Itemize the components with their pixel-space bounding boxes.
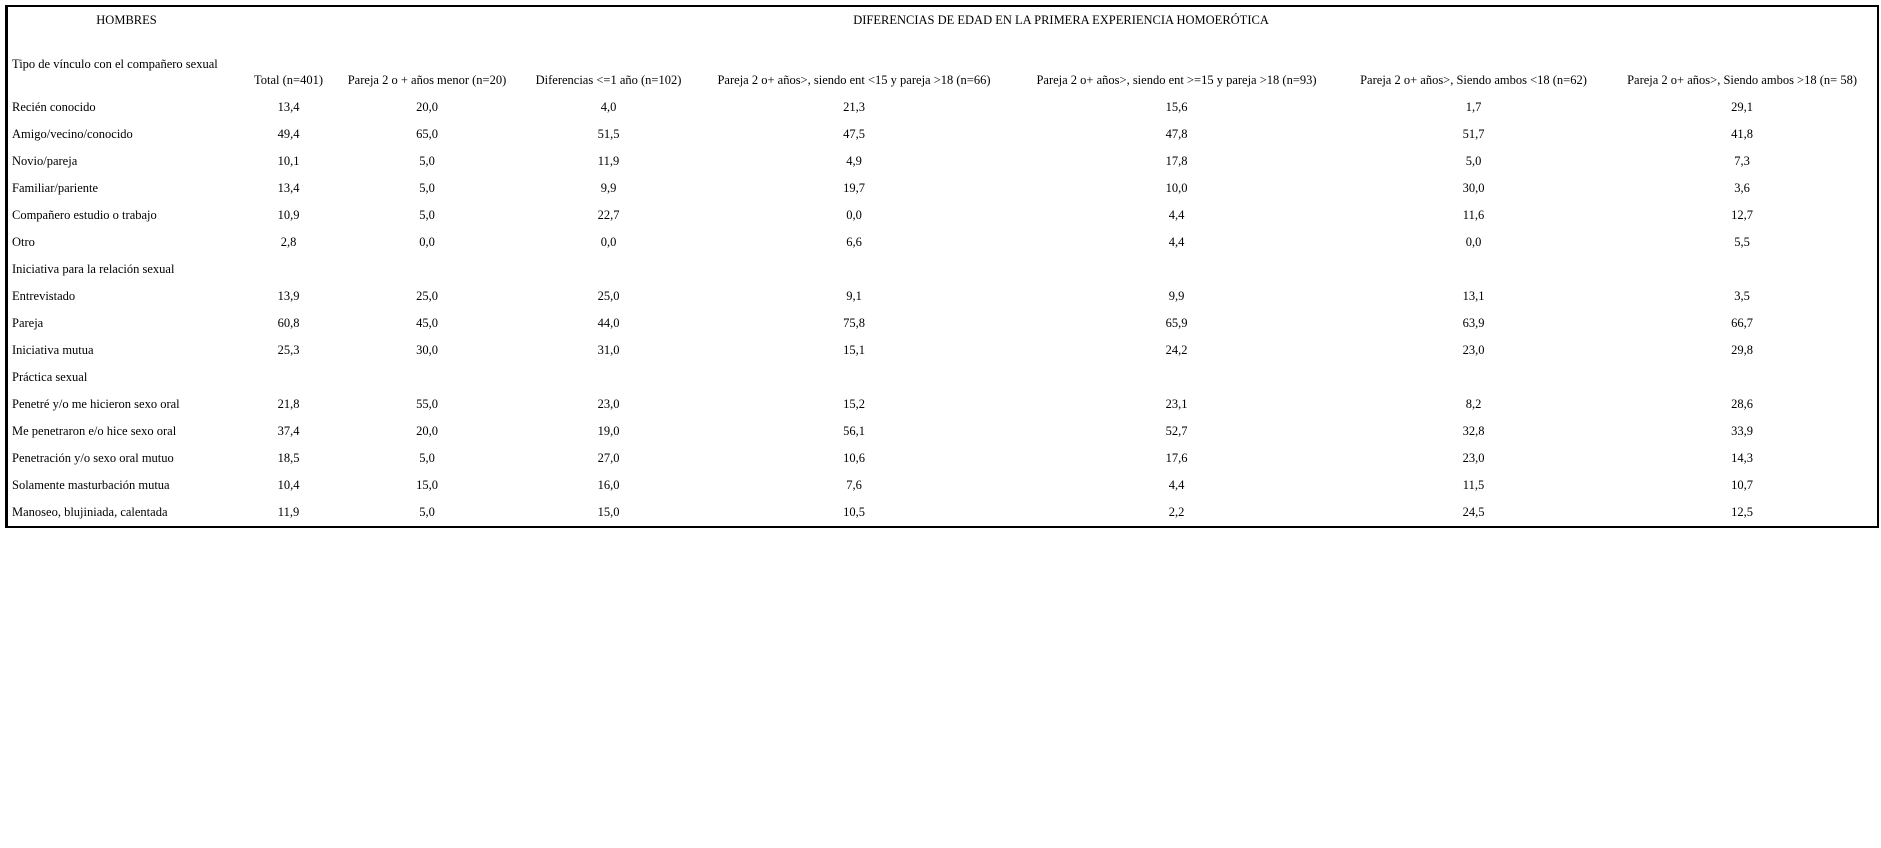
table-cell: 66,7 (1731, 316, 1753, 330)
table-cell: 47,8 (1165, 127, 1188, 141)
table-cell: 65,0 (416, 127, 438, 141)
table-cell: 4,4 (1168, 235, 1185, 249)
table-cell: 5,0 (419, 181, 435, 195)
table-cell: 2,8 (280, 235, 297, 249)
table-cell: 2,2 (1168, 505, 1185, 519)
table-cell: 9,9 (1168, 289, 1185, 303)
table-cell: 20,0 (416, 100, 438, 114)
table-cell: 15,2 (843, 397, 865, 411)
row-label: Práctica sexual (5, 364, 245, 391)
column-header: Total (n=401) (253, 73, 323, 87)
table-row (5, 175, 1877, 202)
table-cell: 4,9 (846, 154, 862, 168)
table-cell (332, 364, 522, 391)
table-cell (1340, 364, 1607, 391)
table-cell: 10,4 (277, 478, 300, 492)
row-label: Recién conocido (5, 94, 245, 121)
table-cell (522, 256, 695, 283)
row-label: Penetración y/o sexo oral mutuo (5, 445, 245, 472)
table-cell: 27,0 (597, 451, 620, 465)
table-cell: 37,4 (277, 424, 300, 438)
table-cell: 10,7 (1731, 478, 1753, 492)
table-cell: 23,0 (1462, 451, 1485, 465)
table-cell: 12,7 (1731, 208, 1753, 222)
age-difference-table (5, 5, 1879, 528)
table-cell: 47,5 (843, 127, 865, 141)
row-label: Penetré y/o me hicieron sexo oral (5, 391, 245, 418)
row-label: Novio/pareja (5, 148, 245, 175)
table-cell: 5,0 (419, 505, 435, 519)
table-cell: 10,1 (277, 154, 300, 168)
table-row (5, 256, 1877, 283)
column-header: Pareja 2 o + años menor (n=20) (347, 73, 507, 87)
header-row-top (5, 7, 1877, 34)
table-cell: 75,8 (843, 316, 865, 330)
table-cell (695, 364, 1013, 391)
table-cell: 7,3 (1734, 154, 1750, 168)
table-cell: 30,0 (1462, 181, 1485, 195)
table-cell: 17,8 (1165, 154, 1188, 168)
table-cell: 13,9 (277, 289, 300, 303)
table-cell: 6,6 (846, 235, 862, 249)
row-label: Amigo/vecino/conocido (5, 121, 245, 148)
row-label: Me penetraron e/o hice sexo oral (5, 418, 245, 445)
table-cell: 16,0 (597, 478, 620, 492)
table-cell: 60,8 (277, 316, 300, 330)
table-cell: 1,7 (1465, 100, 1482, 114)
row-label: Iniciativa para la relación sexual (5, 256, 245, 283)
table-cell: 5,0 (419, 154, 435, 168)
table-cell: 5,5 (1734, 235, 1750, 249)
table-row (5, 445, 1877, 472)
table-row (5, 202, 1877, 229)
table-cell: 24,2 (1165, 343, 1188, 357)
table-cell: 56,1 (843, 424, 865, 438)
column-header: Pareja 2 o+ años>, Siendo ambos <18 (n=62) (1360, 73, 1587, 87)
table-row (5, 472, 1877, 499)
table-cell (695, 256, 1013, 283)
table-cell: 8,2 (1465, 397, 1482, 411)
table-cell: 4,0 (600, 100, 617, 114)
table-cell (1013, 256, 1340, 283)
table-cell (1607, 364, 1877, 391)
table-row (5, 364, 1877, 391)
table-cell: 10,6 (843, 451, 865, 465)
table-cell: 45,0 (416, 316, 438, 330)
table-cell: 18,5 (277, 451, 300, 465)
table-cell: 65,9 (1165, 316, 1188, 330)
table-cell: 11,9 (277, 505, 300, 519)
table-cell: 30,0 (416, 343, 438, 357)
table-row (5, 499, 1877, 526)
table-cell: 10,9 (277, 208, 300, 222)
table-cell (332, 256, 522, 283)
table-cell: 55,0 (416, 397, 438, 411)
row-label: Solamente masturbación mutua (5, 472, 245, 499)
table-cell: 11,5 (1462, 478, 1485, 492)
table-cell: 15,1 (843, 343, 865, 357)
table-cell: 19,7 (843, 181, 865, 195)
table-cell: 15,0 (597, 505, 620, 519)
table-cell: 0,0 (600, 235, 617, 249)
table-cell: 10,0 (1165, 181, 1188, 195)
table-cell: 44,0 (597, 316, 620, 330)
table-cell: 19,0 (597, 424, 620, 438)
table-row (5, 121, 1877, 148)
table-row (5, 418, 1877, 445)
table-cell: 13,4 (277, 181, 300, 195)
table-cell: 25,0 (597, 289, 620, 303)
corner-header: HOMBRES (5, 7, 245, 34)
table-cell: 5,0 (1465, 154, 1482, 168)
table-cell: 17,6 (1165, 451, 1188, 465)
row-label: Pareja (5, 310, 245, 337)
first-column-header: Tipo de vínculo con el compañero sexual (5, 34, 245, 94)
table-cell: 22,7 (597, 208, 620, 222)
table-cell: 23,0 (597, 397, 620, 411)
table-cell: 33,9 (1731, 424, 1753, 438)
row-label: Otro (5, 229, 245, 256)
table-cell: 11,6 (1462, 208, 1485, 222)
table-cell: 31,0 (597, 343, 620, 357)
table-cell: 3,6 (1734, 181, 1750, 195)
group-header: DIFERENCIAS DE EDAD EN LA PRIMERA EXPERIENCIA HOMOERÓTICA (853, 13, 1269, 27)
table-cell: 7,6 (846, 478, 862, 492)
table-row (5, 283, 1877, 310)
table-cell: 52,7 (1165, 424, 1188, 438)
table-cell: 11,9 (597, 154, 620, 168)
table-row (5, 94, 1877, 121)
table-cell: 10,5 (843, 505, 865, 519)
row-label: Familiar/pariente (5, 175, 245, 202)
table-cell: 15,0 (416, 478, 438, 492)
table-cell (245, 256, 332, 283)
row-label: Compañero estudio o trabajo (5, 202, 245, 229)
table-cell: 63,9 (1462, 316, 1485, 330)
table-cell: 9,1 (846, 289, 862, 303)
column-header: Diferencias <=1 año (n=102) (535, 73, 682, 87)
column-header: Pareja 2 o+ años>, Siendo ambos >18 (n= 58) (1627, 73, 1857, 87)
table-row (5, 391, 1877, 418)
table-row (5, 337, 1877, 364)
table-cell: 41,8 (1731, 127, 1753, 141)
table-cell: 28,6 (1731, 397, 1753, 411)
table-cell: 0,0 (1465, 235, 1482, 249)
table-cell: 15,6 (1165, 100, 1188, 114)
table-cell (1607, 256, 1877, 283)
header-row-columns (5, 34, 1877, 94)
table-cell: 20,0 (416, 424, 438, 438)
column-header: Pareja 2 o+ años>, siendo ent >=15 y pareja >18 (n=93) (1036, 73, 1317, 87)
table-cell (1013, 364, 1340, 391)
row-label: Entrevistado (5, 283, 245, 310)
table-cell: 49,4 (277, 127, 300, 141)
table-cell: 25,3 (277, 343, 300, 357)
table-cell: 32,8 (1462, 424, 1485, 438)
table-cell (1340, 256, 1607, 283)
row-label: Manoseo, blujiniada, calentada (5, 499, 245, 526)
data-table-container (5, 5, 1877, 528)
table-cell: 4,4 (1168, 478, 1185, 492)
table-cell: 51,7 (1462, 127, 1485, 141)
table-cell: 51,5 (597, 127, 620, 141)
column-header: Pareja 2 o+ años>, siendo ent <15 y pareja >18 (n=66) (717, 73, 991, 87)
table-cell: 12,5 (1731, 505, 1753, 519)
table-cell: 29,8 (1731, 343, 1753, 357)
table-cell (522, 364, 695, 391)
table-cell (245, 364, 332, 391)
table-cell: 24,5 (1462, 505, 1485, 519)
row-label: Iniciativa mutua (5, 337, 245, 364)
table-cell: 4,4 (1168, 208, 1185, 222)
table-cell: 23,0 (1462, 343, 1485, 357)
table-cell: 5,0 (419, 208, 435, 222)
table-row (5, 229, 1877, 256)
table-cell: 13,1 (1462, 289, 1485, 303)
table-cell: 0,0 (846, 208, 862, 222)
table-cell: 13,4 (277, 100, 300, 114)
table-cell: 5,0 (419, 451, 435, 465)
table-cell: 29,1 (1731, 100, 1753, 114)
table-row (5, 310, 1877, 337)
table-cell: 9,9 (600, 181, 617, 195)
table-cell: 0,0 (419, 235, 435, 249)
table-cell: 21,8 (277, 397, 300, 411)
table-cell: 23,1 (1165, 397, 1188, 411)
table-row (5, 148, 1877, 175)
table-cell: 25,0 (416, 289, 438, 303)
table-cell: 14,3 (1731, 451, 1753, 465)
table-cell: 21,3 (843, 100, 865, 114)
table-cell: 3,5 (1734, 289, 1750, 303)
